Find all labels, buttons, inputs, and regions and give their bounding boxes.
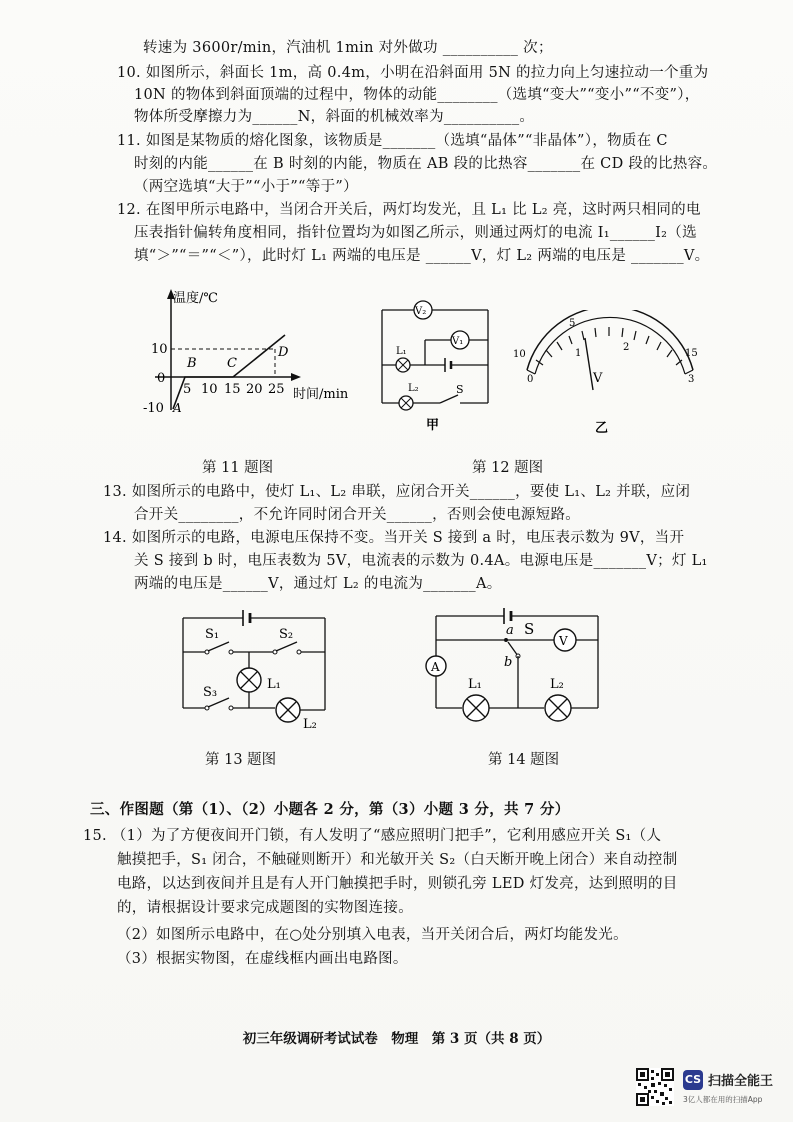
fig12-yi: 乙	[595, 421, 609, 436]
fig11-xtick-15: 15	[224, 382, 241, 397]
fig13-s2: S₂	[279, 627, 294, 642]
dial-needle	[585, 338, 593, 390]
q15-line-4: 的，请根据设计要求完成题图的实物图连接。	[117, 900, 413, 916]
fig13-s3: S₃	[203, 685, 218, 700]
camscanner-tagline: 3亿人都在用的扫描App	[683, 1095, 763, 1104]
switch-s2-icon	[276, 642, 297, 651]
fig14-caption: 第 14 题图	[488, 752, 560, 768]
section3-heading: 三、作图题（第（1）、（2）小题各 2 分，第（3）小题 3 分，共 7 分）	[90, 801, 570, 818]
fig11-point-a: A	[173, 401, 182, 415]
x-axis-arrow-icon	[291, 373, 301, 381]
fig11-xtick-20: 20	[246, 382, 263, 397]
q12-line-2: 压表指针偏转角度相同，指针位置均为如图乙所示，则通过两灯的电流 I₁______I₂（选	[134, 225, 697, 241]
fig11-y-label: 温度/℃	[173, 291, 218, 306]
q10-line-1: 10. 如图所示，斜面长 1m，高 0.4m，小明在沿斜面用 5N 的拉力向上匀速拉动一个重为	[117, 65, 709, 81]
q15-line-1: 15. （1）为了方便夜间开门锁，有人发明了“感应照明门把手”，它利用感应开关 S₁（人	[83, 828, 662, 844]
qr-code-icon	[636, 1068, 674, 1106]
dial-bottom-2: 2	[623, 342, 630, 353]
q14-line-1: 14. 如图所示的电路，电源电压保持不变。当开关 S 接到 a 时，电压表示数为 9V，当开	[103, 530, 685, 546]
q15-line-5: （2）如图所示电路中，在○处分别填入电表，当开关闭合后，两灯均能发光。	[117, 927, 628, 943]
q13-line-1: 13. 如图所示的电路中，使灯 L₁、L₂ 串联，应闭合开关______，要使 L₁、L₂ 并联，应闭	[103, 484, 691, 500]
dial-ticks	[527, 327, 693, 374]
fig14-v: V	[559, 634, 568, 648]
fig11-curve	[173, 335, 285, 409]
page-footer: 初三年级调研考试试卷 物理 第 3 页（共 8 页）	[242, 1031, 551, 1047]
fig11-point-d: D	[278, 345, 289, 360]
dial-unit: V	[593, 371, 603, 386]
fig14-l1: L₁	[468, 677, 482, 692]
q11-line-3: （两空选填“大于”“小于”“等于”）	[134, 179, 358, 195]
q10-line-3: 物体所受摩擦力为______N，斜面的机械效率为__________。	[134, 109, 535, 125]
fig14-s: S	[524, 620, 535, 638]
fig11-point-b: B	[187, 356, 197, 371]
fig11-caption: 第 11 题图	[202, 460, 274, 476]
q15-line-6: （3）根据实物图，在虚线框内画出电路图。	[117, 951, 408, 967]
fig11-melting-graph	[135, 285, 365, 430]
fig11-xtick-10: 10	[201, 382, 218, 397]
switch-s-icon	[440, 395, 458, 403]
switch-s1-icon	[208, 642, 229, 651]
fig11-xtick-25: 25	[268, 382, 285, 397]
fig12-v1: V₁	[452, 336, 464, 347]
fig11-ytick-0: 0	[157, 371, 166, 386]
fig12-jia: 甲	[426, 418, 440, 433]
dial-bottom-1: 1	[575, 348, 582, 359]
dial-top-5: 5	[569, 318, 576, 329]
q10-line-2: 10N 的物体到斜面顶端的过程中，物体的动能________（选填“变大”“变小”“不变”），	[134, 87, 700, 103]
fig13-circuit	[175, 600, 350, 735]
fig12-s: S	[456, 383, 464, 396]
fig14-a: a	[506, 623, 514, 638]
fig12-v2: V₂	[415, 306, 427, 317]
switch-s-icon	[508, 642, 518, 656]
fig11-xtick-5: 5	[183, 382, 192, 397]
dial-top-10: 10	[513, 349, 526, 360]
fig11-ytick-10: 10	[151, 342, 168, 357]
dial-top-15: 15	[685, 348, 698, 359]
fig11-x-label: 时间/min	[293, 387, 349, 402]
q11-line-2: 时刻的内能______在 B 时刻的内能，物质在 AB 段的比热容_______在 CD 段的比热容。	[134, 156, 718, 172]
fig13-l1: L₁	[267, 677, 281, 692]
q14-line-2: 关 S 接到 b 时，电压表数为 5V，电流表的示数为 0.4A。电源电压是_______V；灯 L₁	[134, 553, 708, 569]
dial-bottom-3: 3	[688, 374, 695, 385]
fig12-l2: L₂	[408, 383, 419, 394]
fig12-dial-yi	[505, 310, 705, 440]
q15-line-2: 触摸把手，S₁ 闭合，不触碰则断开）和光敏开关 S₂（白天断开晚上闭合）来自动控制	[117, 852, 678, 868]
fig14-b: b	[504, 655, 513, 670]
fig13-caption: 第 13 题图	[205, 752, 277, 768]
fig14-circuit	[420, 598, 605, 733]
fig12-circuit-jia	[370, 295, 505, 435]
q13-line-2: 合开关________，不允许同时闭合开关______，否则会使电源短路。	[134, 507, 581, 523]
q15-line-3: 电路，以达到夜间并且是有人开门触摸把手时，则锁孔旁 LED 灯发亮，达到照明的目	[117, 876, 678, 892]
dial-bottom-0: 0	[527, 374, 534, 385]
q12-line-3: 填“＞”“＝”“＜”），此时灯 L₁ 两端的电压是 ______V，灯 L₂ 两端的电压是 _______V。	[134, 248, 710, 264]
fig11-point-c: C	[227, 356, 237, 371]
fig11-ytick-neg10: -10	[143, 401, 164, 416]
fig13-l2: L₂	[303, 717, 317, 732]
fig14-l2: L₂	[550, 677, 564, 692]
q9-tail: 转速为 3600r/min，汽油机 1min 对外做功 __________ 次；	[143, 40, 553, 56]
camscanner-logo-icon: CS	[683, 1070, 703, 1090]
fig14-amm: A	[431, 660, 440, 674]
fig12-l1: L₁	[396, 346, 407, 357]
camscanner-name: 扫描全能王	[708, 1074, 774, 1089]
fig13-s1: S₁	[205, 627, 220, 642]
q12-line-1: 12. 在图甲所示电路中，当闭合开关后，两灯均发光，且 L₁ 比 L₂ 亮，这时两只相同的电	[117, 202, 701, 218]
fig12-caption: 第 12 题图	[472, 460, 544, 476]
q11-line-1: 11. 如图是某物质的熔化图象，该物质是_______（选填“晶体”“非晶体”），物质在 C	[117, 133, 668, 149]
q14-line-3: 两端的电压是______V，通过灯 L₂ 的电流为_______A。	[134, 576, 502, 592]
